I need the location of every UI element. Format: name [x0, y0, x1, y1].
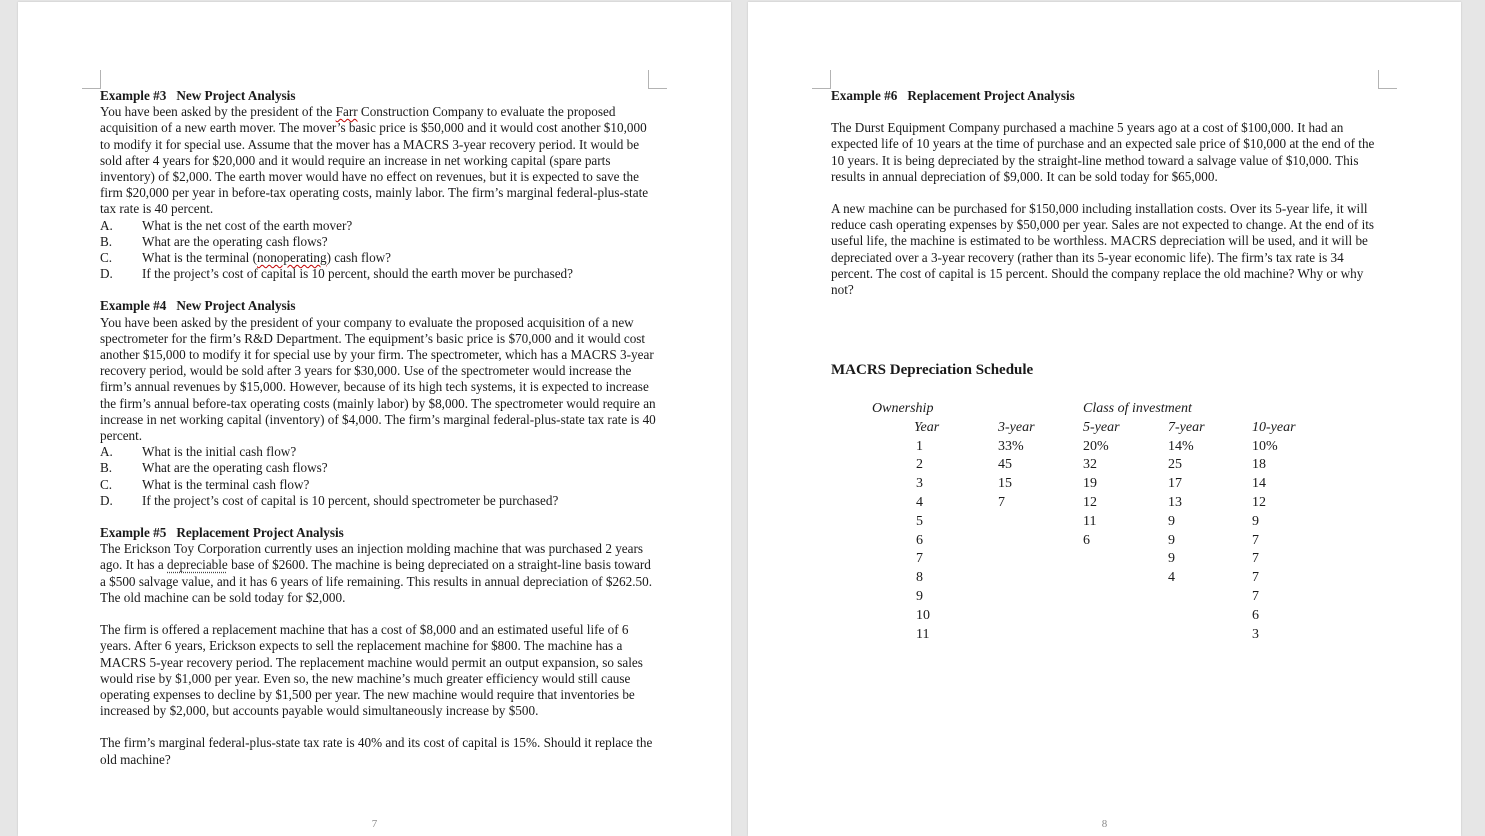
page-8-body	[831, 88, 1379, 298]
rate-5-year-cell: 12	[1083, 494, 1097, 510]
example-5-heading: Replacement Project Analysis	[176, 525, 344, 541]
question-text-a: What is the terminal (	[142, 250, 257, 266]
question-letter: A.	[100, 444, 113, 460]
question-letter: D.	[100, 492, 113, 508]
rate-10-year-cell: 10%	[1252, 438, 1278, 454]
example-3-heading: New Project Analysis	[176, 88, 296, 103]
ownership-label: Ownership	[872, 401, 934, 416]
header-10-year: 10-year	[1252, 419, 1296, 435]
year-cell: 11	[916, 626, 930, 642]
rate-10-year-cell: 6	[1252, 607, 1259, 623]
example-4-paragraph: You have been asked by the president of your company to evaluate the proposed acquisition of a new spectrometer for the firm’s R&D Department. The equipment’s basic price is $70,000 and it would cost another $15,000 to modify it for special use by your firm. The spectrometer, which has a MACRS 3-year recovery period, would be sold after 3 years for $30,000. Use of the spectrometer would increase the firm’s annual revenues by $15,000. However, because of its high tech systems, it is expected to increase the firm’s annual before-tax operating costs (mainly labor) by $8,000. The spectrometer would require an increase in net working capital (inventory) of $4,000. The firm’s marginal federal-plus-state tax rate is 40 percent.	[100, 314, 656, 444]
example-6-number: Example #6	[831, 88, 898, 103]
blank-line	[831, 104, 1379, 120]
rate-7-year-cell: 9	[1168, 551, 1175, 567]
rate-10-year-cell: 7	[1252, 532, 1259, 548]
example-3-paragraph	[100, 104, 660, 217]
example-3-questions	[100, 218, 660, 283]
rate-7-year-cell: 25	[1168, 457, 1182, 473]
example-6-paragraph-2: A new machine can be purchased for $150,000 including installation costs. Over its 5-year life, it will reduce cash operating expenses by $50,000 per year. Sales are not expected to change. At the end of its useful life, the machine is estimated to be worthless. MACRS depreciation will be used, and it will be depreciated over a 3-year recovery (rather than its 5-year economic life). The firm’s tax rate is 34 percent. The cost of capital is 15 percent. Should the company replace the old machine? Why or why not?	[831, 201, 1375, 298]
question-letter: D.	[100, 266, 113, 282]
rate-10-year-cell: 9	[1252, 513, 1259, 529]
year-cell: 8	[916, 570, 923, 586]
rate-5-year-cell: 11	[1083, 513, 1097, 529]
header-3-year: 3-year	[998, 419, 1035, 435]
rate-5-year-cell: 32	[1083, 457, 1097, 473]
example-3-text-b: Construction Company to evaluate the proposed acquisition of a new earth mover. The mover’s basic price is $50,000 and it would cost another $10,000 to modify it for special use. Assume that the mover has a MACRS 3-year recovery period. It would be sold after 4 years for $20,000 and it would require an increase in net working capital (spare parts inventory) of $2,000. The earth mover would have no effect on revenues, but it is expected to save the firm $20,000 per year in before-tax operating costs, mainly labor. The firm’s marginal federal-plus-state tax rate is 40 percent.	[100, 104, 649, 217]
example-5-text-a: The Erickson Toy Corporation currently uses an injection molding machine that was purchased 2 years ago. It has a	[100, 541, 644, 573]
rate-10-year-cell: 7	[1252, 570, 1259, 586]
year-cell: 3	[916, 476, 923, 492]
blank-line	[100, 509, 660, 525]
macrs-10-year-column	[1252, 419, 1296, 645]
rate-7-year-cell: 9	[1168, 532, 1175, 548]
example-4-title	[100, 298, 660, 314]
year-cell: 9	[916, 588, 923, 604]
rate-7-year-cell: 9	[1168, 513, 1175, 529]
rate-10-year-cell: 7	[1252, 551, 1259, 567]
macrs-3-year-column	[998, 419, 1035, 513]
question-text: What are the operating cash flows?	[142, 460, 328, 476]
example-5-number: Example #5	[100, 525, 167, 541]
page-7-body	[100, 88, 660, 768]
question-item	[100, 477, 660, 493]
year-cell: 5	[916, 513, 923, 529]
header-7-year: 7-year	[1168, 419, 1205, 435]
question-item	[100, 234, 660, 250]
question-text: If the project’s cost of capital is 10 percent, should spectrometer be purchased?	[142, 492, 559, 508]
page-number: 8	[1101, 818, 1108, 830]
rate-7-year-cell: 13	[1168, 494, 1182, 510]
header-5-year: 5-year	[1083, 419, 1120, 435]
rate-5-year-cell: 20%	[1083, 438, 1109, 454]
macrs-5-year-column	[1083, 419, 1120, 551]
example-6-title	[831, 88, 1379, 104]
example-5-paragraph-2: The firm is offered a replacement machine that has a cost of $8,000 and an estimated useful life of 6 years. After 6 years, Erickson expects to sell the replacement machine for $800. The machine has a MACRS 5-year recovery period. The replacement machine would permit an output expansion, so sales would rise by $1,000 per year. Even so, the new machine’s much greater efficiency would still cause operating expenses to decline by $1,500 per year. The new machine would require that inventories be increased by $2,000, but accounts payable would simultaneously increase by $500.	[100, 622, 643, 719]
example-5-paragraph-1	[100, 541, 660, 606]
blank-line	[100, 282, 660, 298]
margin-corner-mark	[82, 70, 101, 89]
question-text-b: ) cash flow?	[326, 250, 392, 266]
margin-corner-mark	[648, 70, 667, 89]
question-letter: B.	[100, 233, 113, 249]
rate-7-year-cell: 17	[1168, 476, 1182, 492]
year-cell: 6	[916, 532, 923, 548]
question-text	[142, 250, 391, 266]
spellcheck-word-nonoperating[interactable]: nonoperating	[257, 250, 327, 266]
class-of-investment-label: Class of investment	[1083, 401, 1192, 416]
year-cell: 10	[916, 607, 930, 623]
spellcheck-word-farr[interactable]: Farr	[335, 104, 358, 120]
example-6-heading: Replacement Project Analysis	[907, 88, 1075, 103]
example-4-heading: New Project Analysis	[176, 298, 296, 314]
rate-7-year-cell: 14%	[1168, 438, 1194, 454]
question-text: What are the operating cash flows?	[142, 233, 328, 249]
macrs-year-column	[916, 419, 930, 645]
page-number: 7	[371, 818, 378, 830]
macrs-7-year-column	[1168, 419, 1205, 588]
question-text: What is the terminal cash flow?	[142, 476, 310, 492]
question-item	[100, 266, 660, 282]
question-item	[100, 444, 660, 460]
year-cell: 2	[916, 457, 923, 473]
year-cell: 1	[916, 438, 923, 454]
question-letter: C.	[100, 476, 113, 492]
blank-line	[831, 185, 1379, 201]
rate-3-year-cell: 45	[998, 457, 1012, 473]
macrs-schedule-title: MACRS Depreciation Schedule	[831, 362, 1034, 378]
question-letter: A.	[100, 217, 113, 233]
example-3-number: Example #3	[100, 88, 167, 103]
rate-10-year-cell: 18	[1252, 457, 1266, 473]
question-item	[100, 493, 660, 509]
question-text: If the project’s cost of capital is 10 percent, should the earth mover be purchased?	[142, 266, 574, 282]
question-letter: C.	[100, 250, 113, 266]
blank-line	[100, 606, 660, 622]
example-5-paragraph-3: The firm’s marginal federal-plus-state tax rate is 40% and its cost of capital is 15%. Should it replace the old machine?	[100, 735, 653, 767]
question-item	[100, 218, 660, 234]
rate-10-year-cell: 12	[1252, 494, 1266, 510]
rate-3-year-cell: 15	[998, 476, 1012, 492]
document-page-7	[18, 2, 731, 836]
rate-3-year-cell: 33%	[998, 438, 1024, 454]
question-item	[100, 460, 660, 476]
question-item	[100, 250, 660, 266]
rate-10-year-cell: 3	[1252, 626, 1259, 642]
grammar-word-depreciable[interactable]: depreciable	[167, 557, 228, 573]
example-5-title	[100, 525, 660, 541]
rate-5-year-cell: 6	[1083, 532, 1090, 548]
document-page-8	[748, 2, 1461, 836]
question-letter: B.	[100, 460, 113, 476]
example-6-paragraph-1: The Durst Equipment Company purchased a machine 5 years ago at a cost of $100,000. It had an expected life of 10 years at the time of purchase and an expected sale price of $10,000 at the end of the 10 years. It is being depreciated by the straight-line method toward a salvage value of $10,000. This results in annual depreciation of $9,000. It can be sold today for $65,000.	[831, 120, 1375, 184]
example-3-text-a: You have been asked by the president of the	[100, 104, 336, 120]
question-text: What is the initial cash flow?	[142, 444, 297, 460]
rate-3-year-cell: 7	[998, 494, 1005, 510]
question-text: What is the net cost of the earth mover?	[142, 217, 353, 233]
example-5-text-b: base of $2600. The machine is being depreciated on a straight-line basis toward a $500 salvage value, and it has 6 years of life remaining. This results in annual depreciation of $262.50. The old machine can be sold today for $2,000.	[100, 557, 653, 605]
margin-corner-mark	[1378, 70, 1397, 89]
example-4-questions	[100, 444, 660, 509]
margin-corner-mark	[812, 70, 831, 89]
blank-line	[100, 719, 660, 735]
year-cell: 4	[916, 494, 923, 510]
rate-10-year-cell: 14	[1252, 476, 1266, 492]
example-3-title	[100, 88, 660, 104]
year-cell: 7	[916, 551, 923, 567]
year-label: Year	[914, 419, 940, 435]
rate-10-year-cell: 7	[1252, 588, 1259, 604]
rate-5-year-cell: 19	[1083, 476, 1097, 492]
example-4-number: Example #4	[100, 298, 167, 314]
rate-7-year-cell: 4	[1168, 570, 1175, 586]
